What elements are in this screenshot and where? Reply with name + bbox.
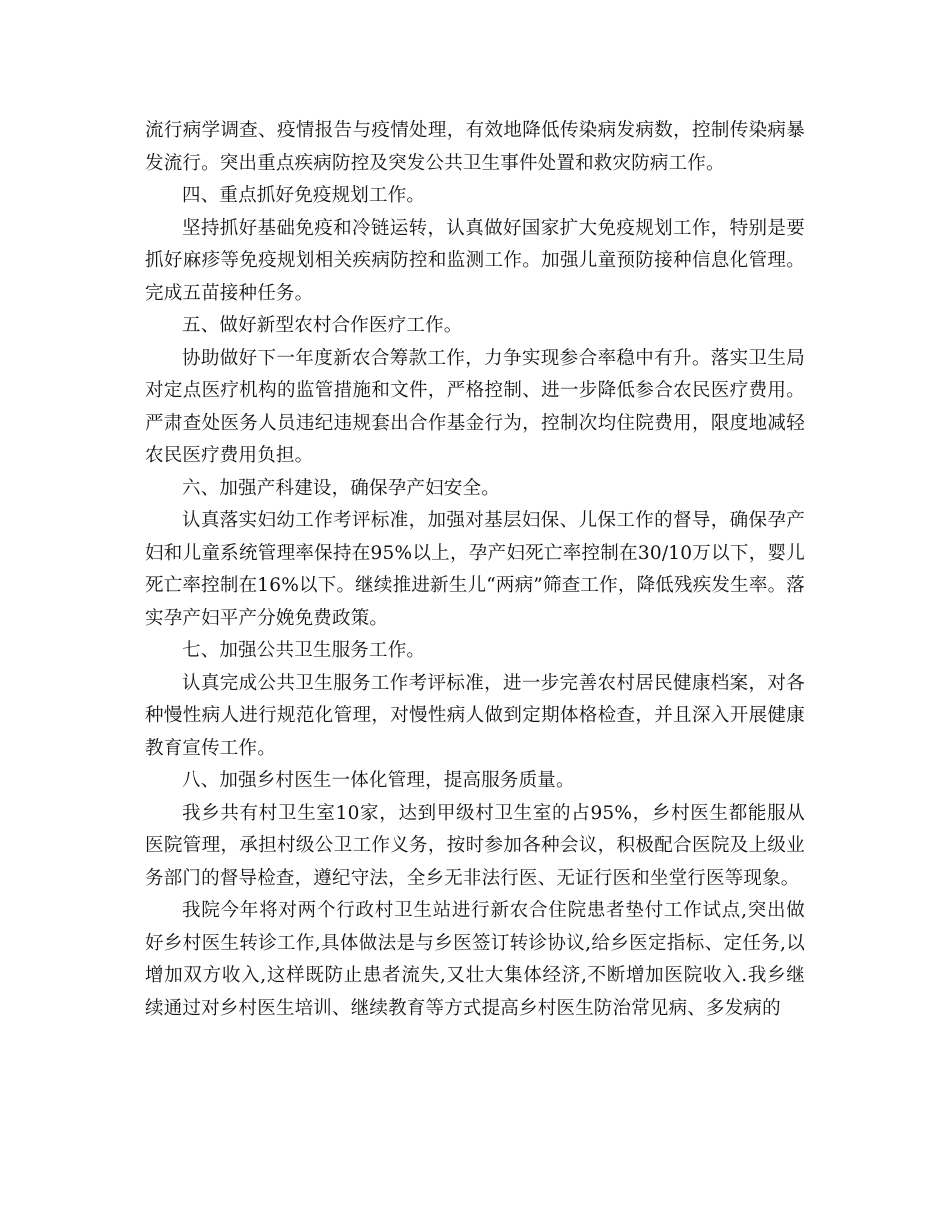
paragraph-obstetrics: 认真落实妇幼工作考评标准，加强对基层妇保、儿保工作的督导，确保孕产妇和儿童系统管理率保持在95%以上，孕产妇死亡率控制在30/10万以下，婴儿死亡率控制在16%以下。继续推进新生儿“两病”筛查工作，降低残疾发生率。落实孕产妇平产分娩免费政策。 xyxy=(145,510,805,629)
paragraph-referral-pilot: 我院今年将对两个行政村卫生站进行新农合住院患者垫付工作试点,突出做好乡村医生转诊工作,具体做法是与乡医签订转诊协议,给乡医定指标、定任务,以增加双方收入,这样既防止患者流失,又壮大集体经济,不断增加医院收入.我乡继续通过对乡村医生培训、继续教育等方式提高乡村医生防治常见病、多发病的 xyxy=(145,900,805,1019)
section-heading-public-health: 七、加强公共卫生服务工作。 xyxy=(182,640,426,661)
section-heading-obstetrics: 六、加强产科建设，确保孕产妇安全。 xyxy=(182,477,500,499)
paragraph-immunization: 坚持抓好基础免疫和冷链运转，认真做好国家扩大免疫规划工作，特别是要抓好麻疹等免疫规划相关疾病防控和监测工作。加强儿童预防接种信息化管理。完成五苗接种任务。 xyxy=(145,217,805,304)
document-page xyxy=(145,115,805,1025)
section-heading-village-doctors: 八、加强乡村医生一体化管理，提高服务质量。 xyxy=(182,770,575,791)
paragraph-public-health: 认真完成公共卫生服务工作考评标准，进一步完善农村居民健康档案，对各种慢性病人进行规范化管理，对慢性病人做到定期体格检查，并且深入开展健康教育宣传工作。 xyxy=(145,672,805,759)
paragraph-village-clinics: 我乡共有村卫生室10家，达到甲级村卫生室的占95%，乡村医生都能服从医院管理，承担村级公卫工作义务，按时参加各种会议，积极配合医院及上级业务部门的督导检查，遵纪守法，全乡无非法行医、无证行医和坐堂行医等现象。 xyxy=(145,802,805,889)
section-heading-immunization: 四、重点抓好免疫规划工作。 xyxy=(182,185,426,206)
section-heading-rural-cooperative-medical: 五、做好新型农村合作医疗工作。 xyxy=(182,315,463,336)
paragraph-rural-cooperative-medical: 协助做好下一年度新农合筹款工作，力争实现参合率稳中有升。落实卫生局对定点医疗机构的监管措施和文件，严格控制、进一步降低参合农民医疗费用。严肃查处医务人员违纪违规套出合作基金行为，控制次均住院费用，限度地减轻农民医疗费用负担。 xyxy=(145,347,805,466)
paragraph-epidemic-continued: 流行病学调查、疫情报告与疫情处理，有效地降低传染病发病数，控制传染病暴发流行。突出重点疾病防控及突发公共卫生事件处置和救灾防病工作。 xyxy=(145,120,805,174)
